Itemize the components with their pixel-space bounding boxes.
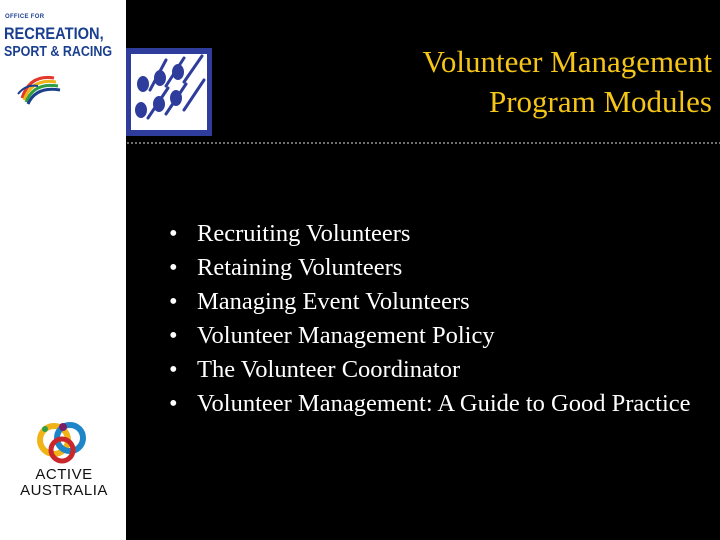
list-item-text: The Volunteer Coordinator — [197, 356, 461, 383]
list-item — [169, 387, 709, 421]
module-list — [169, 217, 709, 421]
logo-office-for-text: OFFICE FOR — [5, 14, 45, 20]
active-australia-rings-icon — [12, 418, 116, 468]
list-item-text: Volunteer Management Policy — [197, 322, 495, 349]
logo-recreation-text: RECREATION, — [4, 24, 104, 43]
bullet-icon: • — [169, 254, 178, 281]
bullet-icon: • — [169, 322, 178, 349]
slide-title — [422, 42, 712, 122]
list-item-text: Volunteer Management: A Guide to Good Practice — [197, 390, 691, 417]
dotted-divider — [126, 141, 720, 146]
active-text: ACTIVE — [35, 466, 93, 483]
slide-title-line1: Volunteer Management — [422, 44, 712, 79]
rowers-badge — [126, 48, 212, 136]
swoosh-icon — [8, 64, 68, 106]
list-item-text: Managing Event Volunteers — [197, 288, 470, 315]
list-item — [169, 285, 709, 319]
office-recreation-sport-racing-logo — [0, 0, 126, 110]
list-item — [169, 353, 709, 387]
bullet-icon: • — [169, 390, 178, 417]
list-item — [169, 251, 709, 285]
bullet-icon: • — [169, 288, 178, 315]
list-item-text: Recruiting Volunteers — [197, 220, 411, 247]
bullet-icon: • — [169, 220, 178, 247]
bullet-icon: • — [169, 356, 178, 383]
rowers-icon — [126, 48, 212, 136]
list-item-text: Retaining Volunteers — [197, 254, 403, 281]
slide-title-line2: Program Modules — [488, 84, 712, 119]
active-australia-logo — [12, 418, 116, 508]
logo-sport-racing-text: SPORT & RACING — [4, 44, 113, 60]
list-item — [169, 319, 709, 353]
australia-text: AUSTRALIA — [20, 482, 108, 499]
list-item — [169, 217, 709, 251]
left-sidebar — [0, 0, 126, 540]
